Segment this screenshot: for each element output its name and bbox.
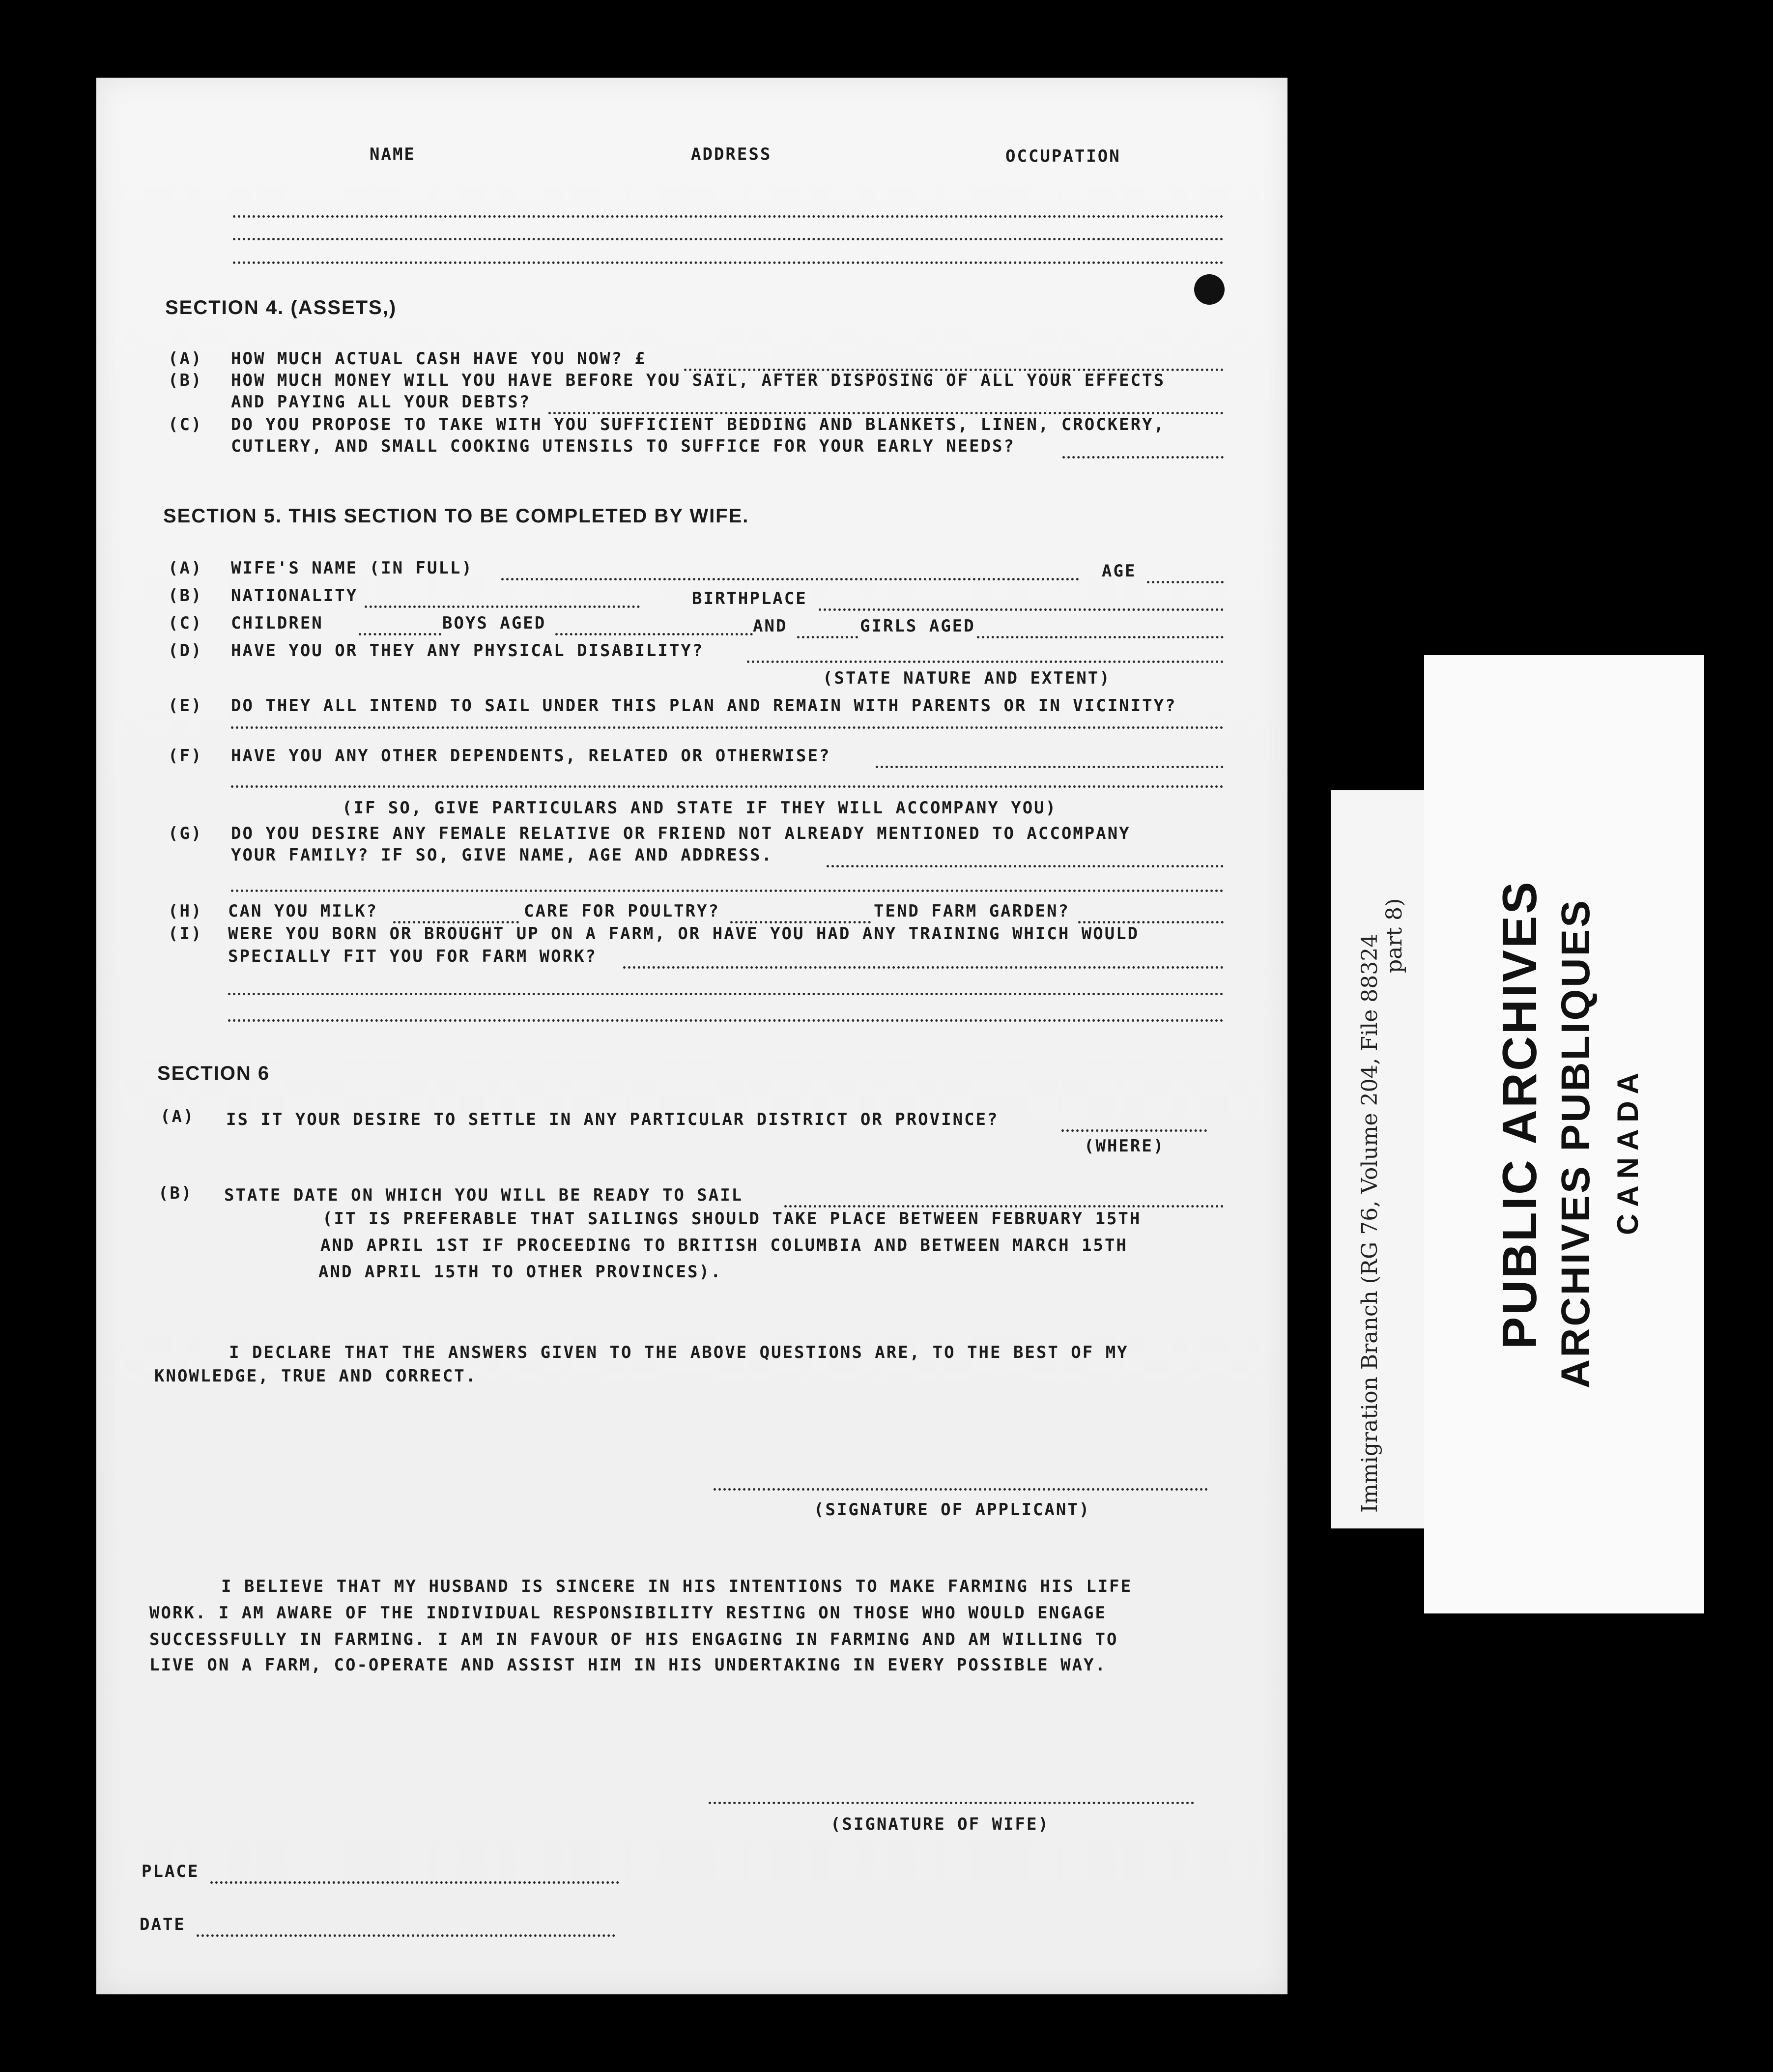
date-label: DATE bbox=[140, 1915, 186, 1934]
children-line bbox=[359, 633, 441, 635]
place-line bbox=[210, 1881, 619, 1884]
farm-training-question: WERE YOU BORN OR BROUGHT UP ON A FARM, OR HAVE YOU HAD ANY TRAINING WHICH WOULD bbox=[228, 924, 1140, 944]
item-label: (A) bbox=[168, 558, 203, 578]
item-label: (A) bbox=[168, 349, 203, 369]
section-4-title: SECTION 4. (ASSETS,) bbox=[165, 297, 397, 318]
entry-line bbox=[233, 261, 1224, 264]
item-label: (C) bbox=[168, 415, 203, 434]
item-label: (B) bbox=[168, 586, 203, 605]
money-question-cont: AND PAYING ALL YOUR DEBTS? bbox=[231, 392, 531, 412]
item-label: (E) bbox=[168, 696, 203, 716]
archive-stamp bbox=[1424, 655, 1704, 1613]
date-line bbox=[197, 1934, 615, 1937]
section-5-title: SECTION 5. THIS SECTION TO BE COMPLETED BY WIFE. bbox=[163, 505, 749, 527]
children-label: CHILDREN bbox=[231, 613, 323, 633]
form-page bbox=[96, 78, 1287, 1994]
archive-stamp-line-2: ARCHIVES PUBLIQUES bbox=[1553, 898, 1598, 1388]
header-occupation: OCCUPATION bbox=[1005, 146, 1121, 166]
bedding-question-cont: CUTLERY, AND SMALL COOKING UTENSILS TO SUFFICE FOR YOUR EARLY NEEDS? bbox=[231, 436, 1015, 456]
archive-reference-line-1: Immigration Branch (RG 76, Volume 204, File 88324 bbox=[1357, 933, 1382, 1513]
birthplace-line bbox=[819, 608, 1224, 611]
cash-question: HOW MUCH ACTUAL CASH HAVE YOU NOW? £ bbox=[231, 349, 646, 369]
wife-signature-label: (SIGNATURE OF WIFE) bbox=[830, 1814, 1050, 1834]
dependents-line bbox=[876, 766, 1224, 768]
and-line bbox=[797, 636, 858, 638]
sail-date-note-1: (IT IS PREFERABLE THAT SAILINGS SHOULD TAKE PLACE BETWEEN FEBRUARY 15TH bbox=[322, 1209, 1142, 1229]
item-label: (C) bbox=[168, 613, 203, 633]
age-line bbox=[1147, 581, 1224, 583]
wife-statement-line-3: SUCCESSFULLY IN FARMING. I AM IN FAVOUR OF HIS ENGAGING IN FARMING AND AM WILLING TO bbox=[149, 1630, 1118, 1649]
archive-reference-label bbox=[1331, 790, 1427, 1528]
header-address: ADDRESS bbox=[691, 144, 772, 164]
item-label: (D) bbox=[168, 641, 203, 661]
district-question: IS IT YOUR DESIRE TO SETTLE IN ANY PARTICULAR DISTRICT OR PROVINCE? bbox=[226, 1110, 999, 1129]
applicant-signature-label: (SIGNATURE OF APPLICANT) bbox=[814, 1500, 1091, 1520]
archive-stamp-line-3: CANADA bbox=[1611, 1066, 1644, 1235]
milk-line bbox=[393, 921, 519, 923]
girls-line bbox=[977, 636, 1224, 638]
relative-line bbox=[827, 865, 1224, 867]
sail-date-note-2: AND APRIL 1ST IF PROCEEDING TO BRITISH COLUMBIA AND BETWEEN MARCH 15TH bbox=[320, 1236, 1128, 1255]
item-label: (B) bbox=[158, 1183, 193, 1203]
bedding-answer-line bbox=[1062, 456, 1224, 459]
item-label: (G) bbox=[168, 824, 203, 843]
item-label: (B) bbox=[168, 371, 203, 390]
poultry-line bbox=[730, 921, 871, 923]
relative-question: DO YOU DESIRE ANY FEMALE RELATIVE OR FRIEND NOT ALREADY MENTIONED TO ACCOMPANY bbox=[231, 824, 1131, 843]
farm-training-line bbox=[623, 966, 1224, 969]
garden-line bbox=[1078, 921, 1224, 923]
farm-training-question-cont: SPECIALLY FIT YOU FOR FARM WORK? bbox=[228, 947, 598, 966]
disability-note: (STATE NATURE AND EXTENT) bbox=[823, 668, 1111, 688]
wife-name-line bbox=[501, 578, 1079, 580]
wife-name-label: WIFE'S NAME (IN FULL) bbox=[231, 558, 473, 578]
district-line bbox=[1061, 1129, 1207, 1132]
farm-training-line-3 bbox=[228, 1019, 1224, 1022]
poultry-label: CARE FOR POULTRY? bbox=[524, 901, 720, 921]
disability-line bbox=[747, 661, 1224, 663]
item-label: (A) bbox=[160, 1107, 195, 1126]
money-question: HOW MUCH MONEY WILL YOU HAVE BEFORE YOU SAIL, AFTER DISPOSING OF ALL YOUR EFFECTS bbox=[231, 371, 1166, 390]
age-label: AGE bbox=[1102, 561, 1137, 581]
applicant-signature-line bbox=[714, 1488, 1208, 1491]
sail-date-note-3: AND APRIL 15TH TO OTHER PROVINCES). bbox=[318, 1262, 722, 1282]
birthplace-label: BIRTHPLACE bbox=[692, 589, 807, 608]
entry-line bbox=[233, 215, 1224, 218]
milk-label: CAN YOU MILK? bbox=[228, 901, 378, 921]
nationality-line bbox=[365, 605, 640, 608]
and-label: AND bbox=[753, 616, 788, 636]
archive-reference-line-2: part 8) bbox=[1382, 898, 1407, 973]
section-6-title: SECTION 6 bbox=[157, 1063, 270, 1084]
bedding-question: DO YOU PROPOSE TO TAKE WITH YOU SUFFICIENT BEDDING AND BLANKETS, LINEN, CROCKERY, bbox=[231, 415, 1166, 434]
dependents-line-2 bbox=[231, 785, 1224, 788]
header-name: NAME bbox=[370, 144, 416, 164]
dependents-question: HAVE YOU ANY OTHER DEPENDENTS, RELATED OR OTHERWISE? bbox=[231, 746, 831, 766]
relative-question-cont: YOUR FAMILY? IF SO, GIVE NAME, AGE AND ADDRESS. bbox=[231, 845, 773, 865]
disability-question: HAVE YOU OR THEY ANY PHYSICAL DISABILITY? bbox=[231, 641, 704, 661]
nationality-label: NATIONALITY bbox=[231, 586, 358, 605]
sail-date-line bbox=[784, 1205, 1224, 1208]
wife-statement-line-1: I BELIEVE THAT MY HUSBAND IS SINCERE IN HIS INTENTIONS TO MAKE FARMING HIS LIFE bbox=[221, 1577, 1133, 1596]
money-answer-line bbox=[548, 412, 1224, 414]
ink-blot bbox=[1194, 274, 1225, 305]
boys-line bbox=[555, 633, 753, 635]
wife-signature-line bbox=[709, 1802, 1194, 1804]
garden-label: TEND FARM GARDEN? bbox=[874, 901, 1070, 921]
farm-training-line-2 bbox=[228, 993, 1224, 995]
district-note: (WHERE) bbox=[1084, 1136, 1165, 1156]
sail-date-question: STATE DATE ON WHICH YOU WILL BE READY TO SAIL bbox=[224, 1185, 744, 1205]
item-label: (I) bbox=[168, 924, 203, 944]
sail-plan-line bbox=[231, 726, 1224, 729]
boys-label: BOYS AGED bbox=[442, 613, 546, 633]
declaration-line-2: KNOWLEDGE, TRUE AND CORRECT. bbox=[154, 1366, 478, 1386]
sail-plan-question: DO THEY ALL INTEND TO SAIL UNDER THIS PLAN AND REMAIN WITH PARENTS OR IN VICINITY? bbox=[231, 696, 1177, 716]
declaration-line-1: I DECLARE THAT THE ANSWERS GIVEN TO THE ABOVE QUESTIONS ARE, TO THE BEST OF MY bbox=[229, 1343, 1129, 1362]
archive-stamp-line-1: PUBLIC ARCHIVES bbox=[1492, 880, 1546, 1349]
entry-line bbox=[233, 238, 1224, 240]
relative-line-2 bbox=[231, 890, 1224, 892]
wife-statement-line-2: WORK. I AM AWARE OF THE INDIVIDUAL RESPONSIBILITY RESTING ON THOSE WHO WOULD ENGAGE bbox=[149, 1603, 1107, 1623]
dependents-note: (IF SO, GIVE PARTICULARS AND STATE IF THEY WILL ACCOMPANY YOU) bbox=[342, 798, 1058, 818]
place-label: PLACE bbox=[142, 1862, 200, 1881]
girls-label: GIRLS AGED bbox=[860, 616, 975, 636]
wife-statement-line-4: LIVE ON A FARM, CO-OPERATE AND ASSIST HIM IN HIS UNDERTAKING IN EVERY POSSIBLE WAY. bbox=[149, 1655, 1107, 1675]
item-label: (H) bbox=[168, 901, 203, 921]
item-label: (F) bbox=[168, 746, 203, 766]
